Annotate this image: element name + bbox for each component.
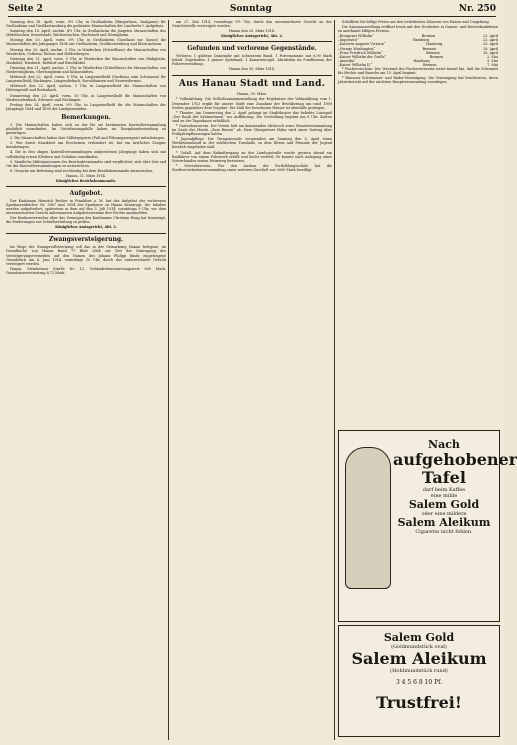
ad2-brand: Salem Gold [383,631,455,644]
notice-text: Der Kaufmann Heinrich Becker in Frankfurt a. M. hat das Aufgebot der verlorenen Sparkassenbücher Nr. 2867 und 3954 der Sparkasse zu Hanau beantragt. Die Inhaber werden aufgefordert, spätestens in dem auf den 3. Juli 1914, vormittags 9 Uhr, vor dem unterzeichneten Gericht anberaumten Aufgebotstermine ihre Rechte anzumelden. [6,198,166,216]
ship-row: „Amerika“ Hamburg 5. Mai [338,58,498,63]
schedule-entry: Montag den 20. April, nachm. 3 Uhr, in Windecken (Schießhaus) die Mannschaften von Windecken, Ostheim, Eichen und Heldenbergen. [6,47,166,56]
ship-row: „George Washington“ Bremen 28. April [338,46,498,51]
ship-row: „Kaiserin Auguste Victoria“ Hamburg 25. April [338,42,498,47]
auction-continued: am 27. Mai 1914, vormittags 9½ Uhr, durch das unterzeichnete Gericht an der Gerichtsstelle versteigert werden. [172,20,332,29]
divider [172,75,332,76]
ship-row: „Imperator“ Hamburg 23. April [338,38,498,43]
column-separator [334,20,335,740]
news-paragraph: * Theater. Am Donnerstag den 2. April gelangt im Stadttheater das beliebte Lustspiel „Der Raub der Sabinerinnen“ zur Aufführung. Die Vorstellung beginnt um 8 Uhr. Karten sind an der Tageskasse erhältlich. [172,110,332,123]
ad2-brand2: Salem Aleikum [351,649,487,668]
cigarette-ad [338,430,517,622]
section-dateline: Hanau, 30. März. [237,92,267,97]
rule-item: 2. Die Mannschaften haben ihre Militärpapiere (Paß und Führungszeugnis) mitzubringen. [10,136,166,141]
news-paragraph: * Hanauer Schwimmer- und Ruder-Vereinigung. Die Vereinigung hat beschlossen, ihren Jahresbericht auf der nächsten Hauptversammlung vorzulegen. [338,76,498,85]
schedule-entry: Dienstag den 21. April, vorm. 9 Uhr, in Windecken die Mannschaften von Rüdigheim, Marköbel, Hirzbach, Roßdorf und Bruchköbel. [6,56,166,65]
ad-line: eine milde [430,493,458,499]
lost-found-text: Verloren: 1 goldene Damenuhr mit schwarzem Band. 1 Portemonnaie mit 8,90 Mark Inhalt. Zugelaufen: 1 grauer Spitzhund, 1 Kanarienvogel. Abzuholen im Fundbureau der Polizeiverwaltung. [172,54,332,67]
ad-headline-2: aufgehobener [393,450,517,469]
column-2 [172,20,332,740]
news-paragraph: * Jugendpflege. Die Turngemeinde veranstaltet am Sonntag den 5. April einen Werbeturnabend in der städtischen Turnhalle, zu dem Eltern und Freunde der Jugend herzlich eingeladen sind. [172,137,332,150]
schedule-entry: Dienstag den 21. April, nachm. 2 Uhr, in Windecken (Schießhaus) die Mannschaften von Niederissigheim, Oberissigheim und Kilianstädten. [6,65,166,75]
notice-text: Der Konkursverwalter über das Vermögen des Kaufmanns Christian Haag hat beantragt, die Forderungen zur Schlußverteilung zu prüfen. [6,216,166,225]
lost-found-sign: Hanau den 30. März 1914. [228,67,276,72]
schedule-entry: Mittwoch den 22. April, nachm. 3 Uhr, in Langenselbold die Mannschaften von Hüttengesäß und Rodenbach. [6,84,166,93]
day-label: Sonntag [229,4,272,14]
shipping-intro: Die Saisonausstellung eröffnet heute mit den Neuheiten in Damen- und Herrenkonfektion zu anerkannt billigen Preisen. [338,25,498,34]
schedule-entry: Mittwoch den 22. April, vorm. 9 Uhr, in Langenselbold (Gasthaus zum Schwanen) für Langenselbold, Rückingen, Langendiebach, Ravolzhausen und Neuwiedermus. [6,75,166,84]
ship-list [338,34,498,67]
ad-line: darf beim Kaffee [422,487,466,493]
sign-office: Königliches Bezirkskommando. [55,179,117,183]
rule-item: 1. Die Mannschaften haben sich zu der für sie bestimmten Kontrollversammlung pünktlich einzufinden. Im Unterlassungsfalle haben sie Disziplinarbestrafung zu gewärtigen. [6,122,166,136]
news-paragraph: * Fischereischutz. Der Vorstand des Fischereivereins weist darauf hin, daß die Schonzeit für Hechte und Barsche am 15. April beginnt. [338,67,498,76]
auction-text: Im Wege der Zwangsvollstreckung soll das in der Gemarkung Hanau belegene, im Grundbuche von Hanau Band 77 Blatt 2864 zur Zeit der Eintragung des Versteigerungsvermerkes auf den Namen des Johann Philipp Emde eingetragene Grundstück am 4. Juni 1914, vormittags 10 Uhr, durch das unterzeichnete Gericht versteigert werden. [6,245,166,266]
schedule-entry: Donnerstag den 23. April, vorm. 10 Uhr, in Langenselbold die Mannschaften von Niederrodenbach, Erlensee und Rückingen. [6,93,166,102]
ad-brand: Salem Aleikum [397,516,491,529]
sign-place: Hanau, 31. März 1914. [66,173,106,178]
schedule-entry: Samstag den 18. April, nachm. 4½ Uhr, in Großauheim die jüngsten Mannschaften des Mittelbuchen, Kesselstadt, Wachenbuchen, Hochstadt und Dörnigheim. [6,29,166,38]
auction-detail: Hanau, Steinheimer Straße Nr. 12, Gebäudesteuernutzungswert 690 Mark, Grundsteuerreinertrag 8,71 Mark. [6,266,166,275]
ad-headline-1: Nach [428,438,460,451]
section-title: Aus Hanau Stadt und Land. [178,79,326,90]
cigarette-ad-2 [338,625,500,737]
ship-row: „Kaiser Wilhelm der Große“ Bremen 2. Mai [338,54,498,59]
ad-line: oder eine mildere [421,511,467,517]
news-paragraph: * Unfall. Auf dem Bahnübergang an der Lamboystraße wurde gestern abend ein Radfahrer von einem Fuhrwerk erfaßt und leicht verletzt. Er konnte nach Anlegung eines Notverbandes seinen Heimweg fortsetzen. [172,150,332,163]
ad2-prices: 3 4 5 6 8 10 Pf. [395,679,443,686]
rule-item: 3. Wer durch Krankheit am Erscheinen verhindert ist, hat ein ärztliches Zeugnis beizubringen. [6,141,166,150]
ship-row: „Kaiser Wilhelm II.“ Bremen 7. Mai [338,62,498,67]
issue-number: Nr. 250 [458,4,496,14]
auction-court: Königliches Amtsgericht, Abt. 2. [221,34,283,39]
divider [172,41,332,42]
page-number: Seite 2 [8,4,43,14]
column-separator [168,20,169,740]
ship-row: „Kronprinz Wilhelm“ Bremen 22. April [338,34,498,39]
rule-item: 4. Die in den obigen Kontrollversammlungen aufgerufenen Jahrgänge haben sich mit vollständig reinen Kleidern und Schuhen einzufinden. [6,150,166,159]
ad2-sub2: (Hohlmundstück rund) [390,668,448,674]
column-3 [338,20,498,425]
ad-line: Cigarette nicht fehlen. [415,529,473,535]
auction-sign-date: Hanau den 20. März 1914. [228,29,276,34]
rule-item: 5. Sämtliche Militärpersonen des Beurlaubtenstandes sind verpflichtet, sich über Zeit und Ort der Kontrollversammlungen zu unterrichten. [6,159,166,168]
auction-title: Zwangsversteigerung. [48,236,124,244]
hand-illustration [345,447,391,589]
rule-item: 6. Gesuche um Befreiung sind rechtzeitig bei dem Bezirkskommando einzureichen. [10,168,154,173]
ad-headline-3: Tafel [422,468,466,487]
news-paragraph: * Volkszählung. Die Schlußzusammenstellung der Ergebnisse der Volkszählung vom 1. Dezember 1913 ergibt für unsere Stadt eine Zunahme der Bevölkerung um rund 1800 Seelen gegenüber dem Vorjahre. Die Zahl der bewohnten Häuser ist ebenfalls gestiegen. [172,97,332,110]
news-paragraph: * Gewerbeverein. Für den Ausbau der Fortbildungsschule hat die Stadtverordnetenversammlung einen weiteren Zuschuß von 3000 Mark bewilligt. [172,163,332,172]
court-sign: Königliches Amtsgericht, Abt. 2. [55,225,117,230]
column-1 [6,20,166,740]
ad2-sub: (Goldmundstück oval) [391,644,447,650]
lost-found-title: Gefunden und verlorene Gegenstände. [187,45,317,53]
ad2-trust: Trustfrei! [376,693,462,712]
notice-title: Aufgebot. [69,189,103,197]
schedule-entry: Freitag den 24. April, vorm. 9½ Uhr, in Langenselbold für die Mannschaften der Jahrgänge 1894 und 1895 der Landgemeinden. [6,102,166,111]
divider [6,186,166,187]
page-header [8,4,496,17]
news-paragraph: * Gartenbauverein. Der Verein hält am kommenden Mittwoch seine Monatsversammlung im Saale des Hotels „Zum Riesen“ ab. Herr Obergärtner Hahn wird einen Vortrag über Frühjahrspflanzungen halten. [172,124,332,137]
ship-row: „Prinz Friedrich Wilhelm“ Bremen 30. April [338,50,498,55]
schedule-entry: Montag den 20. April, vorm. 8½ Uhr, in Großauheim (Gasthaus zur Sonne) die Mannschaften des Jahrganges 1894 aus Großauheim, Großkrotzenburg und Klein-Auheim. [6,38,166,47]
rules-title: Bemerkungen. [61,113,111,121]
schedule-entry: Samstag den 18. April, vorm. 9½ Uhr, in Großauheim (Bürgerhaus, Saalgasse) für Großauheim und Großkrotzenburg die gedienten Mannschaften der Landwehr I. Aufgebots. [6,20,166,29]
ad-brand: Salem Gold [408,498,480,511]
shipping-intro: Schiffliste für billige Preise aus den beliebtesten Häusern von Hanau und Umgebung. [342,20,490,24]
divider [6,233,166,234]
